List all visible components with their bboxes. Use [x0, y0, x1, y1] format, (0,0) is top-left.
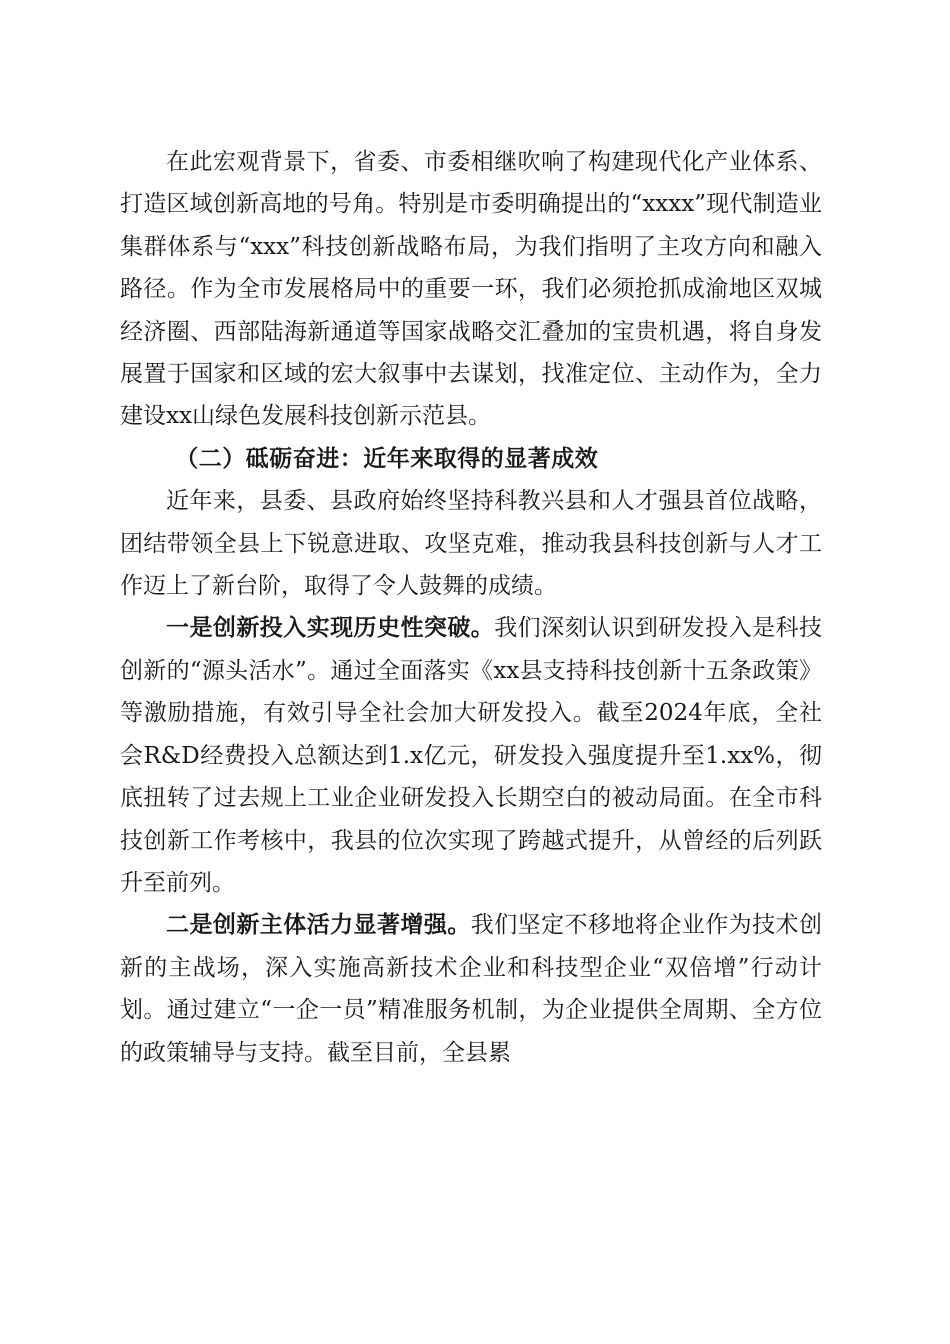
section-heading-text: （二）砥砺奋进：近年来取得的显著成效 — [175, 444, 599, 472]
section-heading — [120, 438, 822, 480]
document-body — [120, 141, 822, 1074]
paragraph-lead: 二是创新主体活力显著增强。 — [166, 911, 471, 939]
paragraph-macro-background — [120, 141, 822, 438]
paragraph-innovation-investment — [120, 607, 822, 904]
paragraph-text: 我们坚定不移地将企业作为技术创新的主战场，深入实施高新技术企业和科技型企业“双倍增”行动计划。通过建立“一企一员”精准服务机制，为企业提供全周期、全方位的政策辅导与支持。截至目前，全县累 — [120, 912, 823, 1066]
paragraph-text: 近年来，县委、县政府始终坚持科教兴县和人才强县首位战略，团结带领全县上下锐意进取、攻坚克难，推动我县科技创新与人才工作迈上了新台阶，取得了令人鼓舞的成绩。 — [120, 488, 822, 600]
paragraph-text: 在此宏观背景下，省委、市委相继吹响了构建现代化产业体系、打造区域创新高地的号角。特别是市委明确提出的“xxxx”现代制造业集群体系与“xxx”科技创新战略布局，为我们指明了主攻方向和融入路径。作为全市发展格局中的重要一环，我们必须抢抓成渝地区双城经济圈、西部陆海新通道等国家战略交汇叠加的宝贵机遇，将自身发展置于国家和区域的宏大叙事中去谋划，找准定位、主动作为，全力建设xx山绿色发展科技创新示范县。 — [120, 149, 822, 430]
paragraph-text: 我们深刻认识到研发投入是科技创新的“源头活水”。通过全面落实《xx县支持科技创新十五条政策》等激励措施，有效引导全社会加大研发投入。截至2024年底，全社会R&D经费投入总额达到1.x亿元，研发投入强度提升至1.xx%，彻底扭转了过去规上工业企业研发投入长期空白的被动局面。在全市科技创新工作考核中，我县的位次实现了跨越式提升，从曾经的后列跃升至前列。 — [120, 615, 823, 896]
paragraph-lead: 一是创新投入实现历史性突破。 — [166, 614, 495, 642]
paragraph-achievements-intro — [120, 480, 822, 607]
paragraph-innovation-entities — [120, 904, 822, 1074]
